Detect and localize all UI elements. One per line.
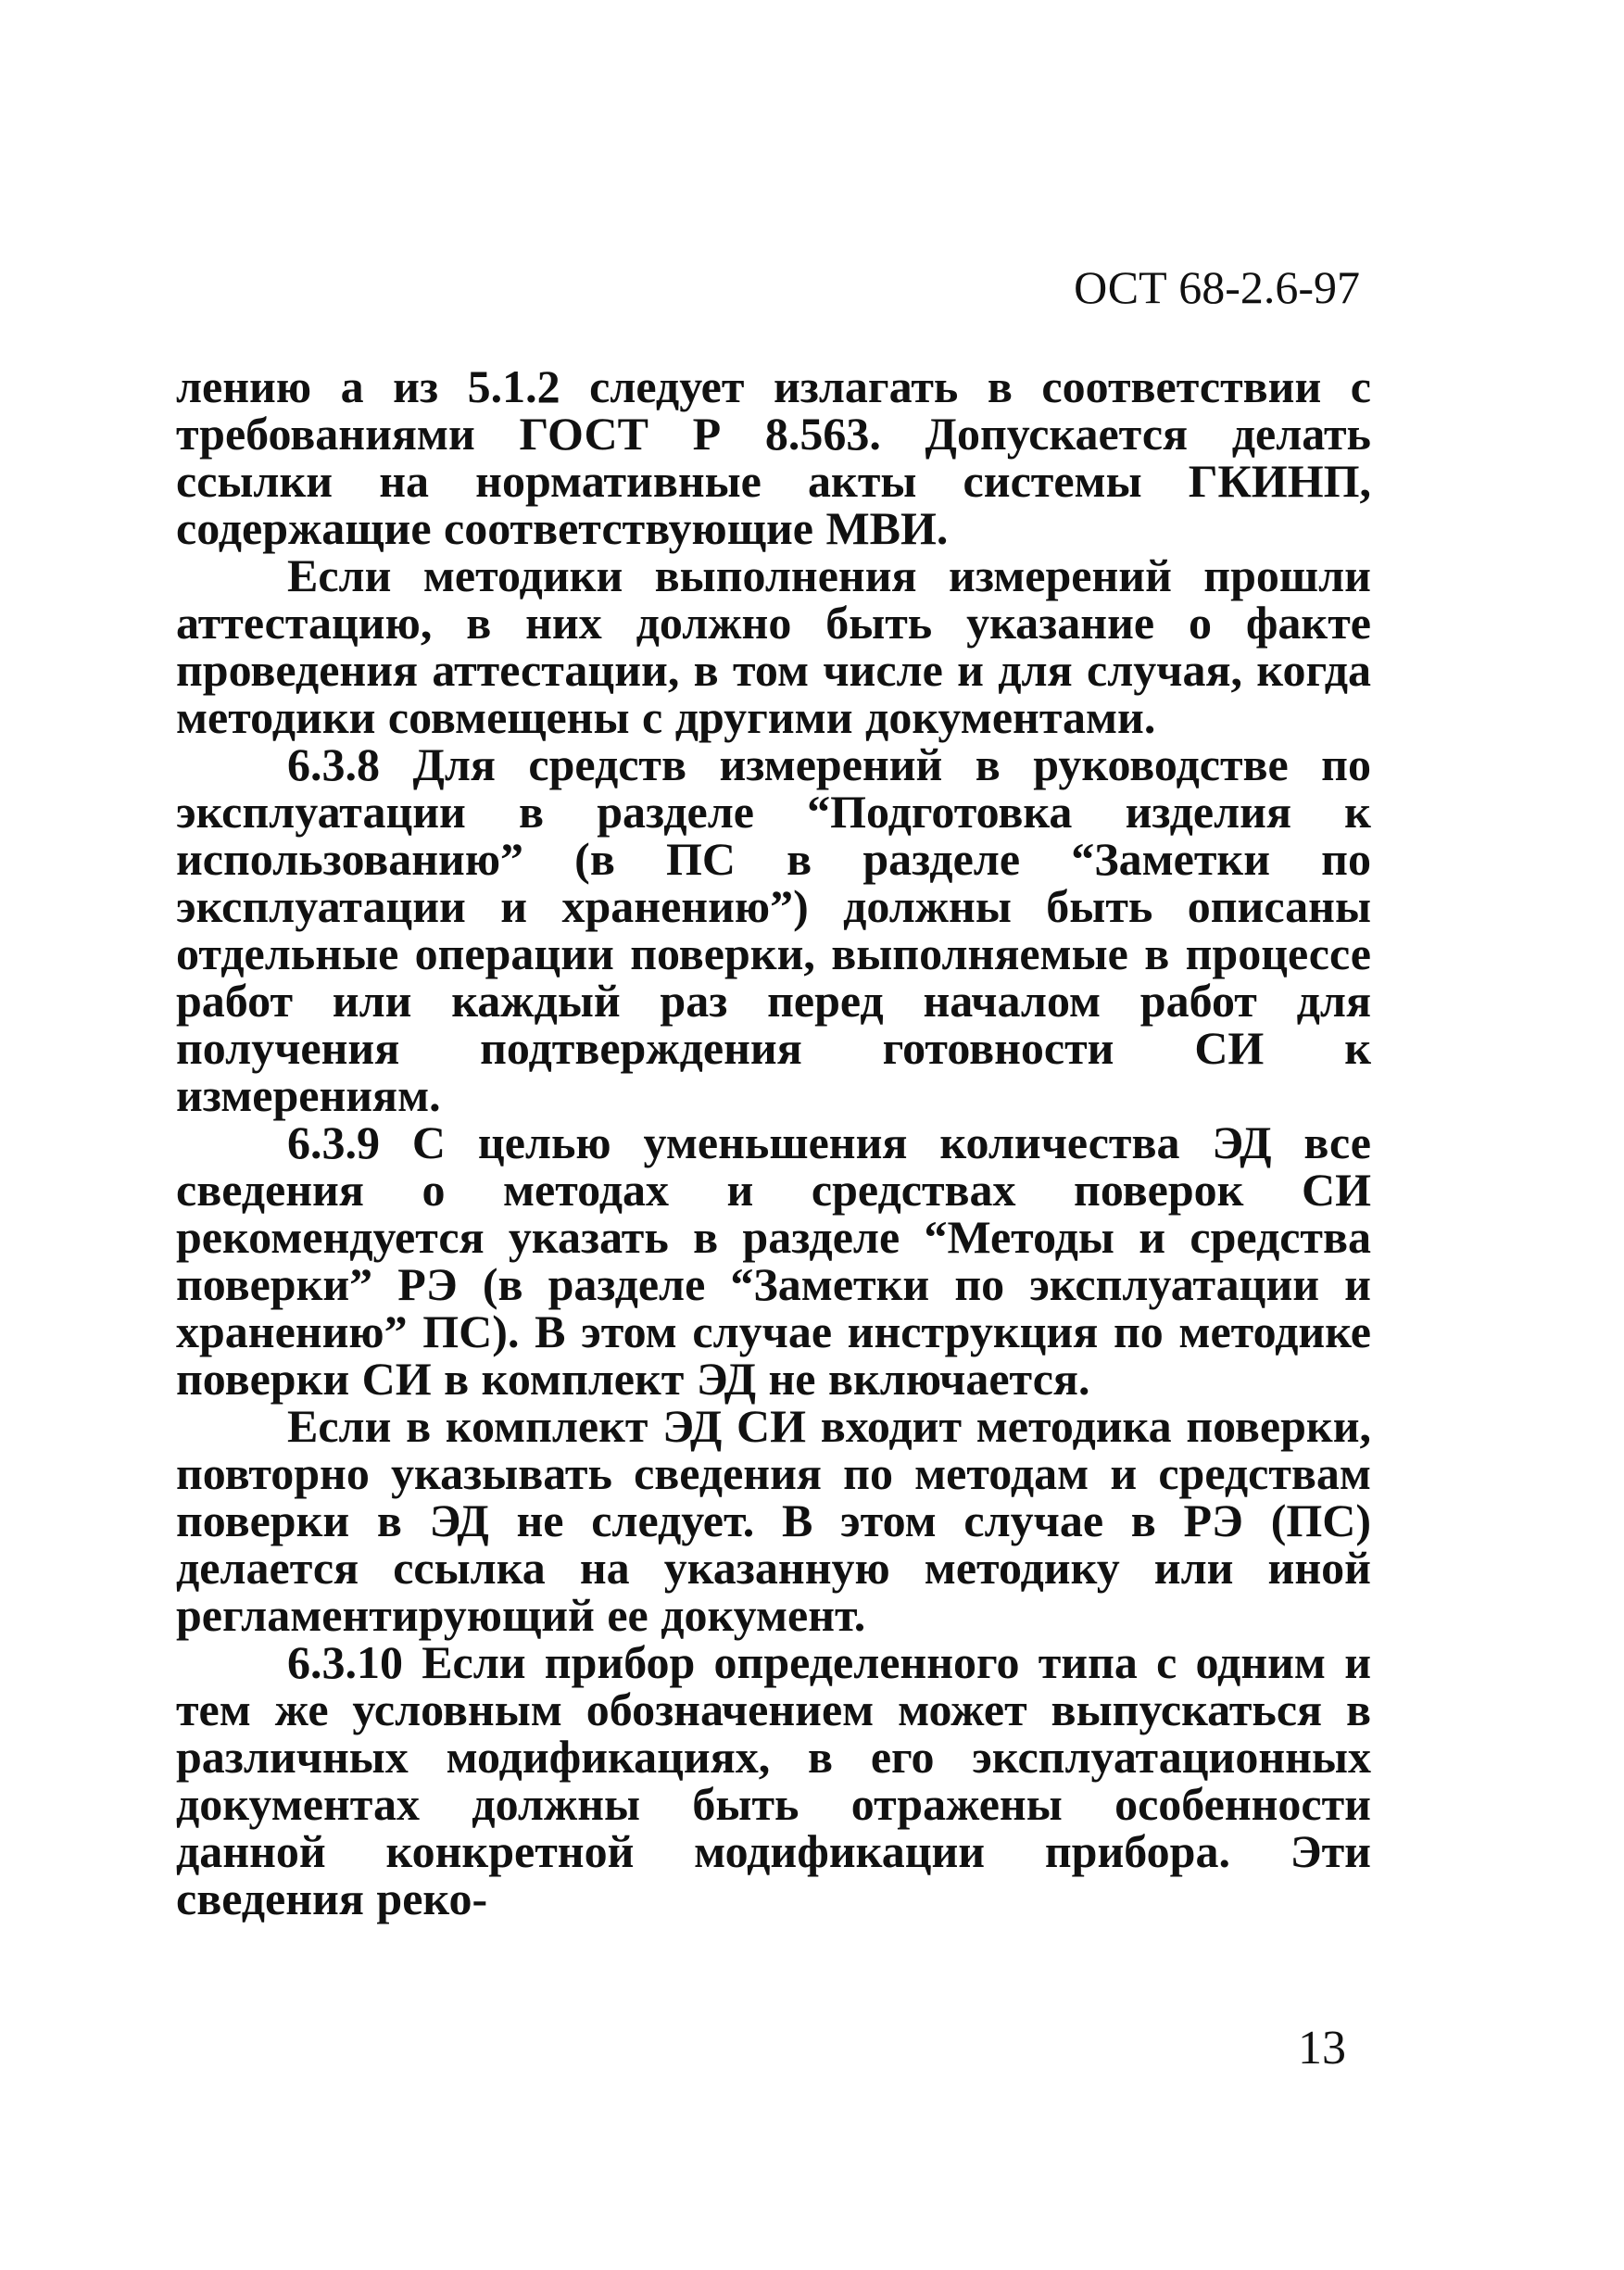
page-number: 13 (1298, 2022, 1346, 2075)
paragraph-6-3-10: 6.3.10 Если прибор определенного типа с одним и тем же условным обозначением может выпускаться в различных модификациях, в его эксплуатационных документах должны быть отражены особенности данной конкретной модификации прибора. Эти сведения реко- (176, 1636, 1371, 1924)
paragraph-6-3-9: 6.3.9 С целью уменьшения количества ЭД все сведения о методах и средствах поверок СИ рекомендуется указать в разделе “Методы и средства поверки” РЭ (в разделе “Заметки по эксплуатации и хранению” ПС). В этом случае инструкция по методике поверки СИ в комплект ЭД не включается. (176, 1116, 1371, 1405)
paragraph-6-3-8: 6.3.8 Для средств измерений в руководстве по эксплуатации в разделе “Подготовка изделия к использованию” (в ПС в разделе “Заметки по эксплуатации и хранению”) должны быть описаны отдельные операции поверки, выполняемые в процессе работ или каждый раз перед началом работ для получения подтверждения готовности СИ к измерениям. (176, 738, 1371, 1121)
paragraph-verification-method: Если в комплект ЭД СИ входит методика поверки, повторно указывать сведения по методам и средствам поверки в ЭД не следует. В этом случае в РЭ (ПС) делается ссылка на указанную методику или иной регламентирующий ее документ. (176, 1400, 1371, 1641)
body-text (176, 360, 1371, 1924)
document-code-header: ОСТ 68-2.6-97 (1074, 261, 1360, 313)
paragraph-attestation: Если методики выполнения измерений прошли аттестацию, в них должно быть указание о факте проведения аттестации, в том числе и для случая, когда методики совмещены с другими документами. (176, 549, 1371, 743)
paragraph-continuation: лению а из 5.1.2 следует излагать в соответствии с требованиями ГОСТ Р 8.563. Допускается делать ссылки на нормативные акты системы ГКИНП, содержащие соответствующие МВИ. (176, 360, 1371, 554)
